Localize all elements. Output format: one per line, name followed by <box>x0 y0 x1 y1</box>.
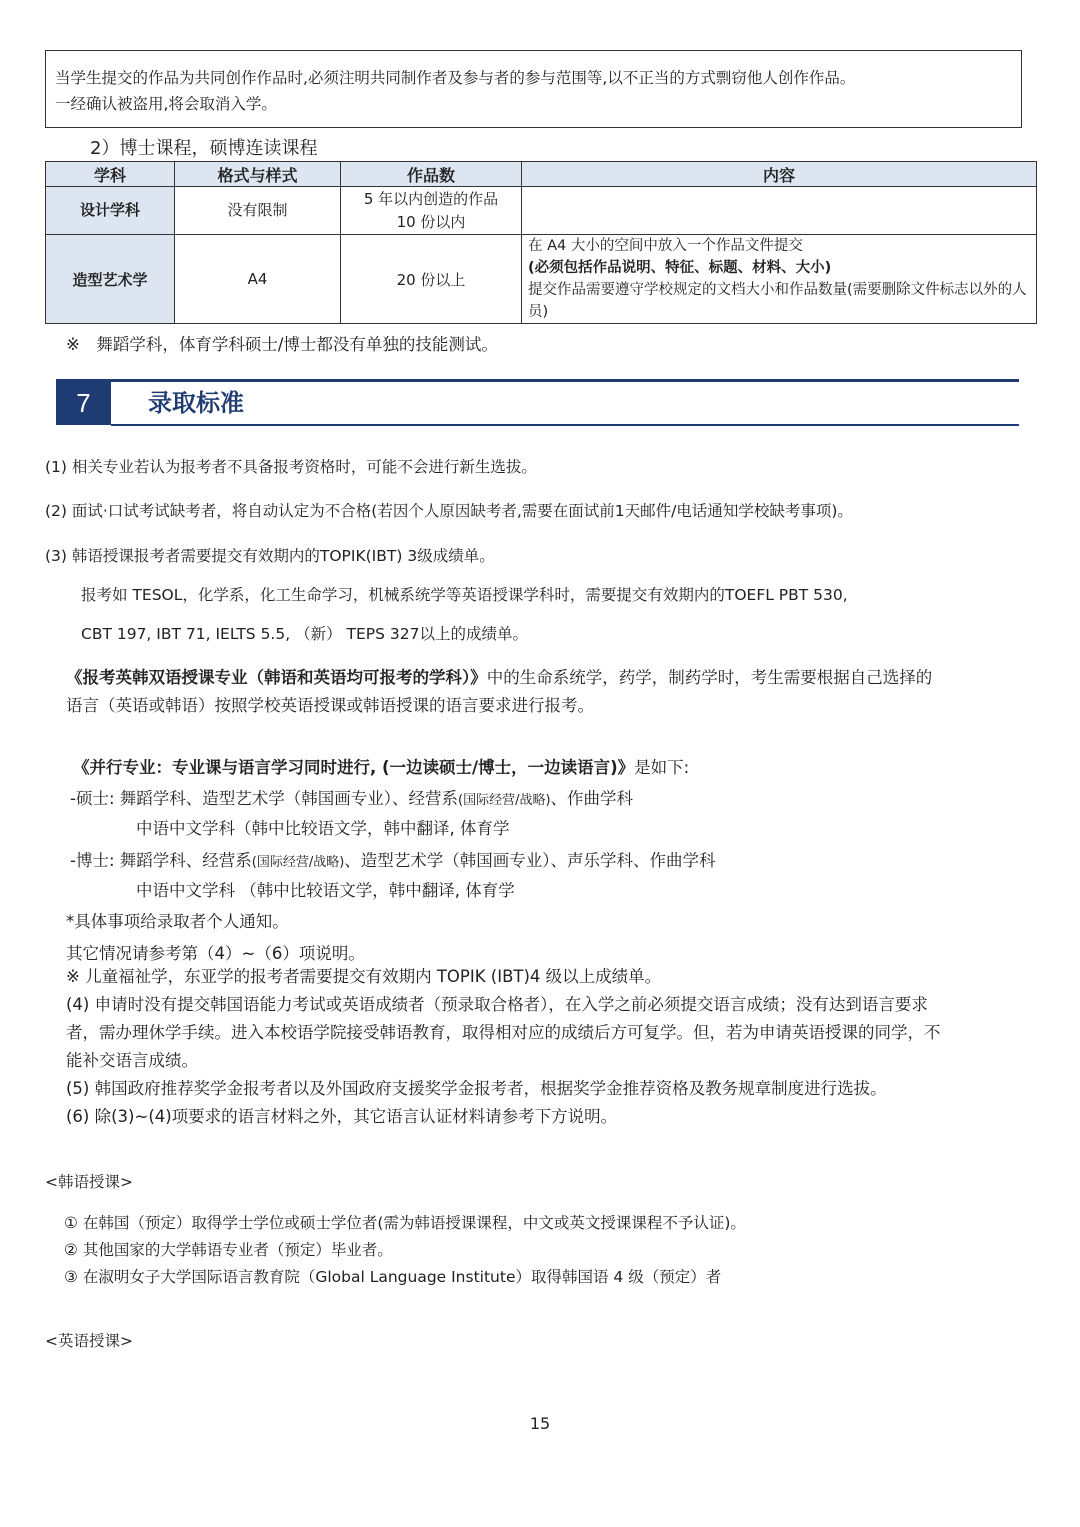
count-line: 5 年以内创造的作品 <box>363 189 499 208</box>
child-welfare-note: ※ 儿童福祉学，东亚学的报考者需要提交有效期内 TOPIK (IBT)4 级以上成绩单。 <box>66 967 662 986</box>
count-line: 20 份以上 <box>396 270 466 289</box>
table-row <box>46 187 1037 235</box>
bilingual-line-2: 语言（英语或韩语）按照学校英语授课或韩语授课的语言要求进行报考。 <box>66 696 594 715</box>
other-note: 其它情况请参考第（4）~（6）项说明。 <box>66 944 365 963</box>
cell-count <box>341 187 522 235</box>
parallel-heading <box>73 754 689 782</box>
master-line-1 <box>70 785 633 815</box>
master-text-note: (国际经营/战略) <box>458 793 551 808</box>
item-6: (6) 除(3)~(4)项要求的语言材料之外，其它语言认证材料请参考下方说明。 <box>66 1107 618 1126</box>
cell-format: A4 <box>175 235 341 324</box>
master-text: 舞蹈学科、造型艺术学（韩国画专业）、经营系 <box>119 789 459 808</box>
item-5: (5) 韩国政府推荐奖学金报考者以及外国政府支援奖学金报考者，根据奖学金推荐资格及教务规章制度进行选拔。 <box>66 1079 887 1098</box>
master-text-end: 、作曲学科 <box>550 789 634 808</box>
content-line: (必须包括作品说明、特征、标题、材料、大小) <box>528 260 832 276</box>
doctor-text: 舞蹈学科、经营系 <box>119 851 252 870</box>
cell-format: 没有限制 <box>175 187 341 235</box>
content-line: 提交作品需要遵守学校规定的文档大小和作品数量(需要删除文件标志以外的人员) <box>528 282 1027 320</box>
item-4-line-1: (4) 申请时没有提交韩国语能力考试或英语成绩者（预录取合格者），在入学之前必须提交语言成绩；没有达到语言要求 <box>66 995 928 1014</box>
notice-line-1: 当学生提交的作品为共同创作作品时,必须注明共同制作者及参与者的参与范围等,以不正当的方式剽窃他人创作作品。 <box>55 69 856 87</box>
cell-count <box>341 235 522 324</box>
parallel-rest: 是如下: <box>634 758 690 777</box>
master-label: -硕士: <box>70 789 115 808</box>
cell-content <box>522 235 1037 324</box>
table-row <box>46 235 1037 324</box>
korean-criterion-1: ① 在韩国（预定）取得学士学位或硕士学位者(需为韩语授课课程，中文或英文授课课程不予认证)。 <box>64 1214 746 1232</box>
subheading-doctoral: 2）博士课程，硕博连读课程 <box>90 138 318 159</box>
notice-box <box>45 50 1022 128</box>
item-1: (1) 相关专业若认为报考者不具备报考资格时，可能不会进行新生选拔。 <box>45 458 537 476</box>
korean-criterion-2: ② 其他国家的大学韩语专业者（预定）毕业者。 <box>64 1241 393 1259</box>
item-4-line-3: 能补交语言成绩。 <box>66 1051 198 1070</box>
item-3-detail-1: 报考如 TESOL，化学系，化工生命学习，机械系统学等英语授课学科时，需要提交有效期内的TOEFL PBT 530, <box>81 586 848 604</box>
dance-note: ※ 舞蹈学科，体育学科硕士/博士都没有单独的技能测试。 <box>66 335 498 354</box>
item-4-line-2: 者，需办理休学手续。进入本校语学院接受韩语教育，取得相对应的成绩后方可复学。但，若为申请英语授课的同学，不 <box>66 1023 941 1042</box>
section-rule-bottom <box>111 424 1019 426</box>
header-subject: 学科 <box>46 162 175 187</box>
korean-criterion-3: ③ 在淑明女子大学国际语言教育院（Global Language Institute）取得韩国语 4 级（预定）者 <box>64 1268 722 1286</box>
notice-line-2: 一经确认被盗用,将会取消入学。 <box>55 95 277 113</box>
section-number: 7 <box>56 381 111 425</box>
item-3-detail-2: CBT 197, IBT 71, IELTS 5.5, （新） TEPS 327以上的成绩单。 <box>81 625 528 643</box>
bilingual-bold: 《报考英韩双语授课专业（韩语和英语均可报考的学科）》 <box>66 668 487 687</box>
bilingual-paragraph <box>66 664 1036 720</box>
item-3: (3) 韩语授课报考者需要提交有效期内的TOPIK(IBT) 3级成绩单。 <box>45 547 495 565</box>
item-2: (2) 面试·口试考试缺考者，将自动认定为不合格(若因个人原因缺考者,需要在面试前1天邮件/电话通知学校缺考事项)。 <box>45 502 853 520</box>
doctor-text-end: 、造型艺术学（韩国画专业）、声乐学科、作曲学科 <box>344 851 716 870</box>
page-number: 15 <box>529 1414 551 1433</box>
table-header-row <box>46 162 1037 187</box>
doctor-text-note: (国际经营/战略) <box>251 855 345 870</box>
bilingual-line-1 <box>66 664 1036 692</box>
content-line: 在 A4 大小的空间中放入一个作品文件提交 <box>528 238 803 254</box>
header-format: 格式与样式 <box>175 162 341 187</box>
portfolio-table <box>45 161 1037 324</box>
doctor-label: -博士: <box>70 851 115 870</box>
bilingual-rest: 中的生命系统学，药学，制药学时，考生需要根据自己选择的 <box>486 668 933 687</box>
doctor-line-2: 中语中文学科 （韩中比较语文学，韩中翻译, 体育学 <box>136 881 515 900</box>
header-content: 内容 <box>522 162 1037 187</box>
section-rule-top <box>56 379 1019 382</box>
section-title: 录取标准 <box>148 389 244 417</box>
count-line: 10 份以内 <box>396 212 466 231</box>
parallel-bold: 《并行专业：专业课与语言学习同时进行, (一边读硕士/博士，一边读语言)》 <box>73 758 635 777</box>
cell-subject: 造型艺术学 <box>46 235 175 324</box>
cell-subject: 设计学科 <box>46 187 175 235</box>
english-title: <英语授课> <box>45 1332 133 1350</box>
header-count: 作品数 <box>341 162 522 187</box>
korean-title: <韩语授课> <box>45 1173 133 1191</box>
master-line-2: 中语中文学科（韩中比较语文学，韩中翻译, 体育学 <box>136 819 510 838</box>
notify-note: *具体事项给录取者个人通知。 <box>66 912 289 931</box>
cell-content <box>522 187 1037 235</box>
doctor-line-1 <box>70 847 716 877</box>
